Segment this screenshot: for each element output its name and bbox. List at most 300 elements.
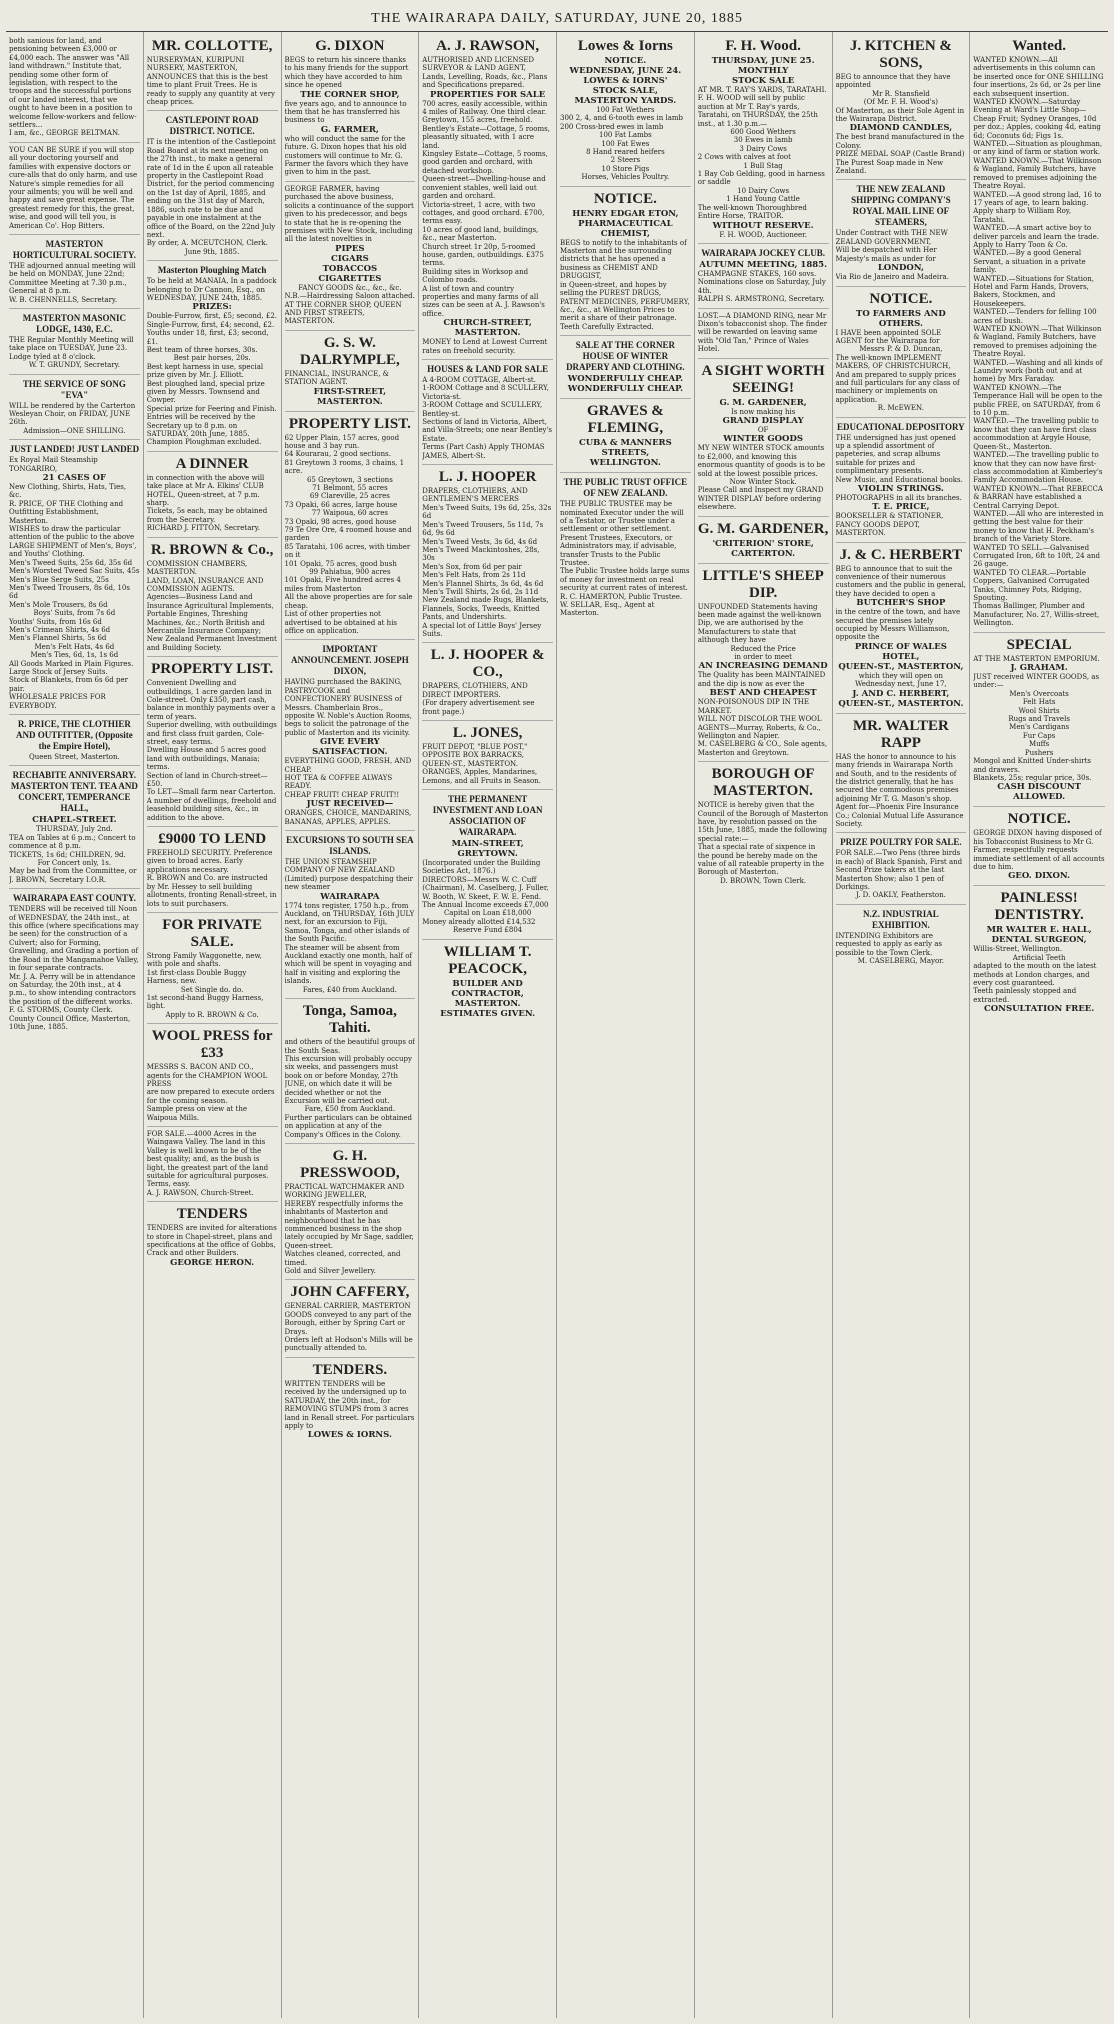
ad-headline: MASTERTON HORTICULTURAL SOCIETY. xyxy=(12,238,136,260)
ad-headline: G. DIXON xyxy=(315,38,385,54)
ad-text-line: Section of land in Church-street—£50. xyxy=(146,771,268,789)
ad-headline: JUST LANDED! JUST LANDED xyxy=(9,444,140,455)
ad-text-line: Stock of Blankets, from 6s 6d per pair. xyxy=(9,676,128,693)
ad-text-line: The well-known Thoroughbred Entire Horse, TRAITOR. xyxy=(697,203,807,221)
ad-text-line: A. J. RAWSON, Church-Street. xyxy=(146,1188,254,1197)
ad-headline: BOROUGH OF MASTERTON. xyxy=(711,766,815,800)
ad-text-line: WILL NOT DISCOLOR THE WOOL xyxy=(697,715,822,724)
advertisement xyxy=(836,714,967,834)
ad-text-line: Men's Ties, 6d, 1s, 1s 6d xyxy=(30,651,119,660)
ad-text-line: who will conduct the same for the future. G. Dixon hopes that his old customers will continue to Mr. G. Farmer the favors which they have given to him in the past. xyxy=(284,134,409,177)
ad-headline: J. & C. HERBERT xyxy=(839,546,963,563)
ad-headline: J. KITCHEN & SONS, xyxy=(849,38,952,71)
ad-text-line: Men's Mole Trousers, 8s 6d xyxy=(9,600,108,609)
ad-text-line: CHAMPAGNE STAKES, 160 sovs. xyxy=(697,269,817,278)
ad-text-line: A number of dwellings, freehold and leasehold building sites, &c., in addition to the above. xyxy=(146,796,277,822)
ad-text-line: Agencies—Business Land and Insurance Agricultural Implements, Portable Engines, Threshing Machines, &c.; North British and Mercantile Insurance Company; New Zealand Permanent Investment and Building Society. xyxy=(146,593,277,652)
column-4 xyxy=(419,32,557,2018)
advertisement xyxy=(285,331,416,412)
ad-text-line: DRAPERS, CLOTHIERS, AND GENTLEMEN'S MERCERS xyxy=(422,487,528,504)
ad-text-line: HAS the honor to announce to his many friends in Wairarapa North and South, and to the residents of the district generally, that he has secured the commodious premises adjoining Mr T. G. Mason's shop. xyxy=(835,752,959,803)
advertisement xyxy=(9,34,140,143)
advertisement xyxy=(973,807,1105,886)
ad-text-line: CIGARS xyxy=(330,253,369,264)
advertisement xyxy=(9,235,140,309)
ad-headline: Tonga, Samoa, Tahiti. xyxy=(302,1003,397,1037)
ad-text-line: 21 CASES OF xyxy=(42,473,107,484)
ad-text-line: NOTICE. xyxy=(604,56,647,66)
ad-text-line: Victoria-street, 1 acre, with two cottages, and good orchard. £700, terms easy. xyxy=(422,200,545,226)
ad-text-line: adapted to the mouth on the latest methods at London charges, and every cost guaranteed. xyxy=(973,962,1097,987)
ad-text-line: New Zealand made Rugs, Blankets, Flannels, Socks, Tweeds, Knitted Pants, and Undershirts. xyxy=(422,596,549,622)
advertisement xyxy=(836,905,967,970)
advertisement xyxy=(836,833,967,904)
ad-headline: WAIRARAPA JOCKEY CLUB. xyxy=(701,247,825,258)
ad-text-line: PROPERTIES FOR SALE xyxy=(430,89,546,100)
advertisement xyxy=(147,1127,278,1202)
ad-text-line: F. H. WOOD will sell by public auction at Mr T. Ray's yards, Taratahi, on THURSDAY, the 25th inst., at 1.30 p.m.— xyxy=(697,94,818,128)
ad-text-line: Strong Family Waggonette, new, with pole and shafts. xyxy=(146,951,262,969)
ad-text-line: GEORGE HERON. xyxy=(170,1257,255,1268)
ad-text-line: Will be despatched with Her Majesty's mails as under for xyxy=(835,246,937,263)
ad-text-line: R. PRICE, OF THE Clothing and Outfitting Establishment, Masterton. xyxy=(9,499,124,525)
ad-headline: MR. COLLOTTE, xyxy=(151,38,273,54)
ad-headline: CASTLEPOINT ROAD DISTRICT. NOTICE. xyxy=(165,115,259,137)
ad-text-line: Of Masterton, as their Sole Agent in the Wairarapa District. xyxy=(835,106,965,124)
ad-text-line: PRIZE MEDAL SOAP (Castle Brand) xyxy=(835,150,965,159)
ad-text-line: 10 Dairy Cows xyxy=(737,186,790,195)
ad-text-line: WANTED KNOWN.—That Wilkinson & Wagland, Family Butchers, have removed to premises adjoining the Theatre Royal. xyxy=(973,156,1102,191)
ad-headline: WILLIAM T. PEACOCK, xyxy=(443,943,532,977)
ad-text-line: JUST RECEIVED— xyxy=(306,799,394,810)
ad-text-line: The well-known IMPLEMENT MAKERS, OF CHRISTCHURCH, xyxy=(835,353,951,371)
ad-text-line: FOR SALE.—Two Pens (three birds in each) of Black Spanish, First and Second Prize takers at the last Masterton Show; also 1 pen of Dorkings. xyxy=(835,849,963,891)
ad-text-line: WEDNESDAY, JUNE 24. xyxy=(569,66,682,76)
ad-text-line: INTENDING Exhibitors are requested to apply as early as possible to the Town Clerk. xyxy=(835,931,943,957)
ad-text-line: WANTED.—All who are interested in getting the best value for their money to know that H. Peckham's branch of the Variety Store. xyxy=(973,509,1104,544)
advertisement xyxy=(9,143,140,235)
advertisement xyxy=(422,721,553,790)
ad-text-line: STOCK SALE, xyxy=(592,86,658,96)
ad-text-line: 8 Hand reared heifers xyxy=(586,148,665,157)
ad-headline: A DINNER xyxy=(175,455,249,472)
ad-text-line: WANTED.—Situation as ploughman, or any kind of farm or station work. xyxy=(973,140,1103,157)
ad-text-line: Fur Caps xyxy=(1022,731,1056,740)
ad-text-line: MONEY to Lend at Lowest Current rates on freehold security. xyxy=(422,338,548,355)
ad-text-line: WANTED.—Situations for Station, Hotel and Farm Hands, Drovers, Bakers, Stockmen, and Housekeepers. xyxy=(973,274,1094,308)
ad-text-line: PIPES xyxy=(335,243,365,254)
ad-text-line: Best team of three horses, 30s. xyxy=(146,345,258,354)
ad-text-line: Fares, £40 from Auckland. xyxy=(302,985,397,994)
ad-text-line: 65 Greytown, 3 sections xyxy=(306,475,393,484)
ad-text-line: G. M. GARDENER, xyxy=(719,397,807,408)
ad-text-line: Wool Shirts xyxy=(1018,706,1060,715)
ad-text-line: M. CASELBERG & CO., Sole agents, Masterton and Greytown. xyxy=(697,740,828,757)
ad-text-line: Men's Blue Serge Suits, 25s xyxy=(9,575,109,584)
ad-text-line: WANTED.—The travelling public to know that they can have first class accommodation at Argyle House, Queen-St., Masterton. xyxy=(973,417,1099,451)
ad-text-line: 10 acres of good land, buildings, &c., near Masterton. xyxy=(422,225,539,243)
ad-text-line: 300 2, 4, and 6-tooth ewes in lamb xyxy=(560,114,683,123)
ad-text-line: WANTED.—Tenders for felling 100 acres of bush. xyxy=(973,308,1097,325)
ad-text-line: DENTAL SURGEON, xyxy=(991,935,1087,946)
ad-text-line: 1-ROOM Cottage and 8 SCULLERY, Victoria-st. xyxy=(422,384,549,401)
ad-text-line: That a special rate of sixpence in the pound be hereby made on the value of all rateable property in the Borough of Masterton. xyxy=(697,843,825,877)
ad-headline: FOR PRIVATE SALE. xyxy=(162,916,263,950)
ad-text-line: YOU CAN BE SURE if you will stop all your doctoring yourself and families with expensive doctors or cure-alls that do only harm, and use Nature's simple remedies for all your ailments; you will be well and happy and save great expense. The greatest remedy for this, the great, wise, and good will tell you, is American Co'. Hop Bitters. xyxy=(9,145,138,230)
ad-text-line: THE Regular Monthly Meeting will take place on TUESDAY, June 23. Lodge tyled at 8 o'clock. xyxy=(9,335,134,361)
ad-text-line: Nominations close on Saturday, July 4th. xyxy=(697,278,826,295)
ad-text-line: This excursion will probably occupy six weeks, and passengers must book on or before Monday, 27th JUNE, on which date it will be decided whether or not the Excursion will be carried out. xyxy=(284,1054,412,1105)
ad-text-line: which they will open on xyxy=(858,671,943,680)
ad-text-line: AT THE CORNER SHOP, QUEEN AND FIRST STREETS, MASTERTON. xyxy=(284,300,402,326)
ad-text-line: FOR SALE.—4000 Acres in the Waingawa Valley. The land in this Valley is well known to be of the best quality; and, as the bush is light, the greatest part of the land suitable for agricultural purposes. Terms, easy. xyxy=(146,1130,269,1189)
ad-text-line: F. H. WOOD, Auctioneer. xyxy=(719,230,807,239)
ad-text-line: WANTED.—By a good General Servant, a situation in a private family. xyxy=(973,249,1086,275)
ad-headline: THE NEW ZEALAND SHIPPING COMPANY'S ROYAL MAIL LINE OF STEAMERS, xyxy=(851,184,951,228)
ad-headline: G. H. PRESSWOOD, xyxy=(300,1147,400,1181)
ad-text-line: Mr. J. A. Perry will be in attendance on Saturday, the 20th inst., at 4 p.m., to show intending contractors the position of the different works. xyxy=(9,972,136,1006)
ad-text-line: W. B. CHENNELLS, Secretary. xyxy=(9,295,118,304)
ad-text-line: MONTHLY xyxy=(737,66,789,76)
ad-text-line: (Of Mr. F. H. Wood's) xyxy=(863,98,938,107)
ad-text-line: QUEEN-ST., MASTERTON, xyxy=(838,661,964,672)
advertisement xyxy=(147,34,278,111)
advertisement xyxy=(9,889,140,1035)
ad-text-line: Men's Twill Shirts, 2s 6d, 2s 11d xyxy=(422,587,539,596)
ad-text-line: WANTED KNOWN.—That Wilkinson & Wagland, Family Butchers, have removed to premises adjoining the Theatre Royal. xyxy=(973,325,1102,359)
ad-text-line: GEORGE DIXON having disposed of his Tobacconist Business to Mr G. Farmer, respectfully requests immediate settlement of all accounts due to him. xyxy=(973,829,1105,871)
ad-text-line: TEA on Tables at 6 p.m.; Concert to commence at 8 p.m. xyxy=(9,833,136,851)
ad-text-line: JUST received WINTER GOODS, as under:— xyxy=(973,673,1100,690)
ad-headline: EXCURSIONS TO SOUTH SEA ISLANDS. xyxy=(286,835,414,856)
masthead-title: THE WAIRARAPA DAILY, SATURDAY, JUNE 20, 1885 xyxy=(371,10,743,26)
ad-text-line: GENERAL CARRIER, MASTERTON xyxy=(284,1302,411,1311)
ad-text-line: Reserve Fund £804 xyxy=(453,926,523,935)
ad-text-line: BUTCHER'S SHOP xyxy=(856,598,946,609)
ad-text-line: CIGARETTES xyxy=(318,273,382,284)
ad-headline: MR. WALTER RAPP xyxy=(852,717,949,751)
ad-text-line: Youths under 18, first, £3; second, £1. xyxy=(146,329,269,346)
advertisement xyxy=(422,360,553,465)
ad-headline: MASTERTON MASONIC LODGE, 1430, E.C. xyxy=(22,312,127,334)
ad-text-line: Men's Overcoats xyxy=(1009,689,1069,698)
ad-headline: A. J. RAWSON, xyxy=(436,38,540,54)
ad-text-line: PRIZES: xyxy=(192,302,232,313)
ad-text-line: WANTED KNOWN.—The Temperance Hall will be open to the public FREE, on SATURDAY, from 6 to 10 p.m. xyxy=(973,383,1103,418)
ad-text-line: 1774 tons register, 1750 h.p., from Auckland, on THURSDAY, 16th JULY next, for an excursion to Fiji, Samoa, Tonga, and other islands of the South Pacific. xyxy=(284,901,415,944)
advertisement xyxy=(147,1202,278,1272)
advertisement xyxy=(560,187,691,336)
ad-text-line: AUTHORISED AND LICENSED SURVEYOR & LAND AGENT, xyxy=(422,56,535,73)
ad-text-line: FINANCIAL, INSURANCE, & STATION AGENT. xyxy=(284,369,389,387)
ad-headline: HOUSES & LAND FOR SALE xyxy=(427,364,549,374)
advertisement xyxy=(560,34,691,187)
ad-text-line: To LET—Small farm near Carterton. xyxy=(146,788,276,797)
columns-container xyxy=(6,32,1108,2018)
ad-text-line: PHARMACEUTICAL CHEMIST, xyxy=(578,218,673,239)
ad-headline: SALE AT THE CORNER HOUSE OF WINTER DRAPERY AND CLOTHING. xyxy=(566,340,685,373)
ad-text-line: G. FARMER, xyxy=(320,124,379,135)
ad-text-line: ESTIMATES GIVEN. xyxy=(440,1008,536,1019)
ad-text-line: MASTERTON. xyxy=(454,998,521,1009)
ad-text-line: 69 Clareville, 25 acres xyxy=(309,492,390,501)
ad-text-line: CHURCH-STREET, MASTERTON. xyxy=(443,318,532,339)
column-7 xyxy=(833,32,971,2018)
ad-text-line: Admission—ONE SHILLING. xyxy=(23,426,126,435)
ad-text-line: Men's Tweed Vests, 3s 6d, 4s 6d xyxy=(422,537,538,546)
ad-text-line: WINTER GOODS xyxy=(723,434,803,445)
advertisement xyxy=(147,452,278,538)
ad-text-line: THE undersigned has just opened up a splendid assortment of papeteries, and scrap albums suitable for prizes and complimentary presents. xyxy=(835,433,957,476)
ad-text-line: 100 Fat Wethers xyxy=(596,106,655,114)
ad-text-line: Men's Tweed Trousers, 5s 11d, 7s 6d, 9s 6d xyxy=(422,520,544,538)
ad-text-line: 3 Dairy Cows xyxy=(739,144,787,153)
ad-headline: L. J. HOOPER xyxy=(438,469,537,486)
ad-text-line: 73 Opaki, 66 acres, large house xyxy=(284,500,398,509)
advertisement xyxy=(147,538,278,657)
ad-text-line: Fare, £50 from Auckland. xyxy=(304,1105,396,1114)
ad-text-line: Best kept harness in use, special prize given by Mr. J. Elliott. xyxy=(146,362,264,380)
ad-text-line: TENDERS are invited for alterations to store in Chapel-street, plans and specifications at the office of Gobbs, Crack and other Builders. xyxy=(146,1224,277,1258)
ad-text-line: I HAVE been appointed SOLE AGENT for the Wairarapa for xyxy=(835,328,942,345)
ad-text-line: Entries will be received by the Secretary up to 8 p.m. on SATURDAY, 20th June, 1885. xyxy=(146,413,256,439)
ad-text-line: Queen-street—Dwelling-house and convenient stables, well laid out garden and orchard. xyxy=(422,175,546,201)
ad-text-line: Superior dwelling, with outbuildings and first class fruit garden, Cole-street, easy terms. xyxy=(146,721,277,746)
ad-headline: L. J. HOOPER & CO., xyxy=(430,647,545,681)
advertisement xyxy=(147,1024,278,1127)
ad-text-line: DIRECTORS—Messrs W. C. Cuff (Chairman), M. Caselberg, J. Fuller, W. Booth, W. Skeet, F. W. E. Fend. xyxy=(422,875,549,901)
ad-text-line: WANTED.—The travelling public to know that they can now have first-class accommodation at Kimberley's Family Accommodation House. xyxy=(973,451,1103,485)
ad-text-line: D. BROWN, Town Clerk. xyxy=(720,876,807,885)
ad-text-line: Boys' Suits, from 7s 6d xyxy=(33,609,116,618)
ad-text-line: WILL be rendered by the Carterton Wesleyan Choir, on FRIDAY, JUNE 26th. xyxy=(9,401,136,427)
ad-text-line: WANTED KNOWN.—All advertisements in this column can be inserted once for ONE SHILLING four insertions, 2s 6d, or 2s per line each subsequent insertion. xyxy=(973,56,1104,98)
ad-text-line: Mongol and Knitted Under-shirts and drawers. xyxy=(973,757,1091,774)
ad-text-line: Watches cleaned, corrected, and timed. xyxy=(284,1250,401,1267)
ad-text-line: UNFOUNDED Statements having been made against the well-known Dip, we are authorised by the Manufacturers to state that although they have xyxy=(697,602,822,645)
ad-text-line: 62 Upper Plain, 157 acres, good house and 3 bay run. xyxy=(284,433,400,450)
ad-text-line: 100 Fat Ewes xyxy=(601,139,650,148)
advertisement xyxy=(285,34,416,182)
ad-text-line: WONDERFULLY CHEAP. xyxy=(567,384,684,395)
ad-text-line: 101 Opaki, 75 acres, good bush xyxy=(284,559,397,568)
ad-text-line: To be held at MANAIA, In a paddock belonging to Dr Cannon, Esq., on WEDNESDAY, JUNE 24th, 1885. xyxy=(146,277,277,302)
ad-text-line: COMMISSION CHAMBERS, MASTERTON. xyxy=(146,559,248,577)
advertisement xyxy=(560,473,691,622)
advertisement xyxy=(285,999,416,1144)
ad-text-line: GEORGE FARMER, having purchased the above business, solicits a continuance of the support given to his predecessor, and begs to state that he is re-opening the premises with New Stock, including all the latest novelties in xyxy=(284,184,414,244)
ad-text-line: Men's Tweed Suits, 25s 6d, 35s 6d xyxy=(9,558,133,567)
ad-text-line: Sample press on view at the Waipoua Mills. xyxy=(146,1105,247,1122)
ad-headline: GRAVES & FLEMING, xyxy=(586,403,664,437)
ad-text-line: THURSDAY, JUNE 25. xyxy=(711,56,815,66)
ad-text-line: J. GRAHAM. xyxy=(1010,663,1068,674)
ad-text-line: Men's Felt Hats, 4s 6d xyxy=(34,642,115,651)
ad-text-line: 64 Kourarau, 2 good sections. xyxy=(284,450,391,459)
ad-text-line: M. CASELBERG, Mayor. xyxy=(857,957,944,965)
ad-text-line: Men's Flannel Shirts, 3s 6d, 4s 6d xyxy=(422,579,544,588)
ad-text-line: Men's Worsted Tweed Sac Suits, 45s xyxy=(9,567,140,576)
ad-headline: PROPERTY LIST. xyxy=(288,415,411,432)
ad-text-line: BUILDER AND CONTRACTOR, xyxy=(451,978,524,999)
ad-text-line: 100 Fat Lambs xyxy=(599,131,652,140)
ad-text-line: MY NEW WINTER STOCK amounts to £2,000, and knowing this enormous quantity of goods is to be sold at the lowest possible prices. xyxy=(697,444,826,478)
ad-text-line: CHEAP FRUIT! CHEAP FRUIT!! xyxy=(284,790,400,799)
ad-text-line: Is now making his xyxy=(730,407,796,416)
column-5 xyxy=(557,32,695,2018)
ad-text-line: Bentley's Estate—Cottage, 5 rooms, pleasantly situated, with 1 acre land. xyxy=(422,124,550,150)
ad-text-line: CHAPEL-STREET. xyxy=(32,815,117,826)
ad-text-line: 2 Steers xyxy=(610,156,641,165)
ad-text-line: The steamer will be absent from Auckland exactly one month, half of which will be spent in voyaging and half in visiting and exploring the islands. xyxy=(284,943,413,986)
ad-text-line: Double-Furrow, first, £5; second, £2. xyxy=(146,312,277,321)
advertisement xyxy=(973,886,1105,1018)
ad-text-line: HEREBY respectfully informs the inhabitants of Masterton and neighbourhood that he has commenced business in the shop lately occupied by Mr Sage, saddler, Queen-street. xyxy=(284,1199,414,1250)
ad-text-line: Artificial Teeth xyxy=(1012,953,1066,962)
advertisement xyxy=(698,309,829,359)
ad-text-line: HENRY EDGAR ETON, xyxy=(572,208,679,219)
ad-text-line: WANTED TO SELL.—Galvanised Corrugated Iron, 6ft to 10ft, 24 and 26 gauge. xyxy=(973,543,1101,569)
ad-text-line: Via Rio de Janeiro and Madeira. xyxy=(835,273,949,282)
ad-text-line: County Council Office, Masterton, 10th June, 1885. xyxy=(9,1014,131,1031)
ad-text-line: (For drapery advertisement see front page.) xyxy=(422,699,535,716)
column-6 xyxy=(695,32,833,2018)
ad-text-line: W. T. GRUNDY, Secretary. xyxy=(28,361,120,370)
ad-text-line: Teeth Carefully Extracted. xyxy=(560,322,654,331)
ad-text-line: VIOLIN STRINGS. xyxy=(857,484,944,494)
advertisement xyxy=(9,440,140,715)
ad-text-line: Special prize for Feering and Finish. xyxy=(146,404,277,413)
ad-text-line: A list of town and country properties and many farms of all sizes can be seen at A. J. Rawson's office. xyxy=(422,284,545,318)
ad-text-line: BEG to announce that they have appointed xyxy=(835,73,951,90)
ad-text-line: Agent for—Phoenix Fire Insurance Co.; Colonial Mutual Life Assurance Society. xyxy=(835,803,964,828)
ad-text-line: Thomas Ballinger, Plumber and Manufacturer, No. 27, Willis-street, Wellington. xyxy=(973,602,1100,628)
ad-headline: R. PRICE, THE CLOTHIER AND OUTFITTER, (Opposite the Empire Hotel), xyxy=(15,719,133,751)
advertisement xyxy=(9,766,140,889)
ad-text-line: And am prepared to supply prices and full particulars for any class of machinery or implements on application. xyxy=(835,370,960,404)
ad-text-line: AN INCREASING DEMAND xyxy=(698,661,828,672)
ad-text-line: 'CRITERION' STORE, xyxy=(712,538,814,549)
ad-text-line: 30 Ewes in lamb xyxy=(733,136,793,145)
ad-text-line: PRINCE OF WALES HOTEL, xyxy=(854,641,947,662)
ad-text-line: Pushers xyxy=(1024,748,1054,757)
ad-text-line: IT is the intention of the Castlepoint Road Board at its next meeting on the 27th inst., to make a general rate of 1d in the £ upon all rateable property in the Castlepoint Road District, for the period commencing on the 1st day of April, 1885, and ending on the 31st day of March, 1886, such rate to be due and payable in one instalment at the office of the Board, on the 22nd July next. xyxy=(146,138,276,239)
ad-text-line: PHOTOGRAPHS in all its branches. xyxy=(835,494,962,502)
ad-headline: SPECIAL xyxy=(1006,636,1072,653)
ad-text-line: RICHARD J. FITTON, Secretary. xyxy=(146,524,261,533)
ad-text-line: HAVING purchased the BAKING, PASTRYCOOK and CONFECTIONERY BUSINESS of Messrs. Chamberlain Bros., opposite W. Noble's Auction Rooms, begs to solicit the patronage of the public of Masterton and its vicinity. xyxy=(284,678,412,737)
ad-text-line: Best ploughed land, special prize given by Messrs. Townsend and Cowper. xyxy=(146,379,265,405)
ad-text-line: Dwelling House and 5 acres good land with outbuildings, Manaia; terms. xyxy=(146,746,267,772)
ad-text-line: 200 Cross-bred ewes in lamb xyxy=(560,122,664,131)
ad-text-line: 10 Store Pigs xyxy=(601,164,650,173)
ad-text-line: Mr R. Stansfield xyxy=(871,89,930,98)
ad-text-line: Gold and Silver Jewellery. xyxy=(284,1267,376,1276)
advertisement xyxy=(836,34,967,180)
advertisement xyxy=(698,34,829,244)
ad-text-line: BEST AND CHEAPEST xyxy=(709,688,817,699)
ad-text-line: MASTERTON YARDS. xyxy=(574,96,677,106)
ad-text-line: TICKETS, 1s 6d; CHILDREN, 9d. xyxy=(9,850,126,859)
advertisement xyxy=(9,375,140,441)
ad-text-line: CONSULTATION FREE. xyxy=(984,1004,1095,1015)
advertisement xyxy=(698,564,829,763)
ad-text-line: Men's Tweed Suits, 19s 6d, 25s, 32s 6d xyxy=(422,503,552,521)
ad-headline: TENDERS. xyxy=(312,1361,388,1378)
advertisement xyxy=(836,543,967,714)
ad-text-line: Tickets, 5s each, may be obtained from the Secretary. xyxy=(146,507,268,524)
ad-text-line: Wednesday next, June 17, xyxy=(855,680,947,689)
ad-text-line: (Incorporated under the Building Societies Act, 1876.) xyxy=(422,859,541,876)
ad-text-line: CARTERTON. xyxy=(731,548,796,559)
ad-text-line: Blankets, 25s; regular price, 30s. xyxy=(973,773,1092,782)
ad-text-line: J. D. OAKLY, Featherston. xyxy=(855,891,946,900)
ad-headline: THE PERMANENT INVESTMENT AND LOAN ASSOCIATION OF WAIRARAPA. xyxy=(432,794,543,838)
ad-text-line: WANTED KNOWN.—That REBECCA & BARRAN have established a Central Carrying Depot. xyxy=(973,484,1103,510)
ad-text-line: LAND, LOAN, INSURANCE AND COMMISSION AGENTS. xyxy=(146,576,264,593)
ad-text-line: Money already allotted £14,532 xyxy=(422,917,536,926)
ad-text-line: in Queen-street, and hopes by selling the PUREST DRUGS, PATENT MEDICINES, PERFUMERY, &c., &c., at Wellington Prices to merit a share of their patronage. xyxy=(560,280,690,323)
ad-text-line: CUBA & MANNERS STREETS, xyxy=(578,438,672,459)
ad-text-line: Men's Tweed Trousers, 8s 6d, 10s 6d xyxy=(9,583,130,601)
advertisement xyxy=(973,633,1105,808)
ad-text-line: TOBACCOS xyxy=(322,263,378,274)
ad-text-line: NON-POISONOUS DIP IN THE MARKET. xyxy=(697,698,809,715)
ad-headline: NOTICE. xyxy=(1007,811,1071,828)
ad-text-line: WAIRARAPA xyxy=(320,891,380,902)
ad-text-line: Reduced the Price xyxy=(730,644,796,653)
ad-text-line: F. G. STORMS, County Clerk. xyxy=(9,1006,113,1015)
ad-text-line: R. McEWEN. xyxy=(877,404,924,413)
ad-text-line: GIVE EVERY SATISFACTION. xyxy=(312,737,388,758)
ad-text-line: Men's Crimean Shirts, 4s 6d xyxy=(9,625,111,634)
ad-text-line: Horses, Vehicles Poultry. xyxy=(581,173,670,182)
ad-text-line: Capital on Loan £18,000 xyxy=(443,909,532,918)
advertisement xyxy=(422,465,553,643)
ad-text-line: THE adjourned annual meeting will be held on MONDAY, June 22nd; Committee Meeting at 7.30 p.m., General at 8 p.m. xyxy=(9,261,136,296)
ad-text-line: CASH DISCOUNT ALLOWED. xyxy=(997,782,1081,803)
ad-text-line: Further particulars can be obtained on application at any of the Company's Offices in the Colony. xyxy=(284,1113,413,1139)
ad-text-line: New Clothing, Shirts, Hats, Ties, &c. xyxy=(9,483,127,500)
ad-text-line: MESSRS S. BACON AND CO., agents for the CHAMPION WOOL PRESS xyxy=(146,1063,268,1088)
column-2 xyxy=(144,32,282,2018)
ad-text-line: DIAMOND CANDLES, xyxy=(849,123,953,134)
ad-text-line: Sections of land in Victoria, Albert, and Villa-Streets; one near Bentley's Estate. xyxy=(422,418,552,443)
ad-headline: JOHN CAFFERY, xyxy=(290,1284,410,1301)
advertisement xyxy=(973,34,1105,633)
ad-text-line: are now prepared to execute orders for the coming season. xyxy=(146,1088,275,1105)
ad-text-line: R. BROWN and Co. are instructed by Mr. Hessey to sell building allotments, fronting Renall-street, in lots to suit purchasers. xyxy=(146,874,277,908)
ad-text-line: Felt Hats xyxy=(1022,698,1056,707)
ad-text-line: ORANGES, Apples, Mandarines, Lemons, and all Fruits in Season. xyxy=(422,768,541,785)
ad-headline: A SIGHT WORTH SEEING! xyxy=(701,362,825,396)
ad-text-line: THURSDAY, July 2nd. xyxy=(36,825,113,834)
ad-text-line: N.B.—Hairdressing Saloon attached. xyxy=(284,292,415,301)
ad-text-line: WRITTEN TENDERS will be received by the undersigned up to SATURDAY, the 20th inst., for REMOVING STUMPS from 3 acres land in Renall street. For particulars apply to xyxy=(284,1379,415,1430)
ad-text-line: both sanious for land, and pensioning between £3,000 or £4,000 each. The answer was "All land withdrawn." Institute that, pending some other form of legislation, with respect to the troops and the successful portions of our landed interest, that we ought to have been in a position to welcome fellow-workers and fellow-settlers... xyxy=(9,37,137,130)
ad-headline: Lowes & Iorns xyxy=(577,38,673,54)
ad-text-line: The Public Trustee holds large sums of money for investment on real security at current rates of interest. xyxy=(560,567,690,593)
ad-text-line: 1 Hand Young Cattle xyxy=(726,195,800,204)
ad-text-line: FRUIT DEPOT, "BLUE POST," OPPOSITE BOX BARRACKS, QUEEN-ST., MASTERTON. xyxy=(422,743,528,768)
ad-headline: G. M. GARDENER, xyxy=(697,520,829,537)
ad-text-line: Please Call and Inspect my GRAND WINTER DISPLAY before ordering elsewhere. xyxy=(697,486,824,512)
advertisement xyxy=(836,287,967,418)
ad-text-line: five years ago, and to announce to them that he has transferred his business to xyxy=(284,99,407,125)
ad-text-line: EVERYTHING GOOD, FRESH, AND CHEAP. xyxy=(284,757,412,774)
ad-text-line: Men's Felt Hats, from 2s 11d xyxy=(422,571,526,580)
advertisement xyxy=(285,640,416,831)
